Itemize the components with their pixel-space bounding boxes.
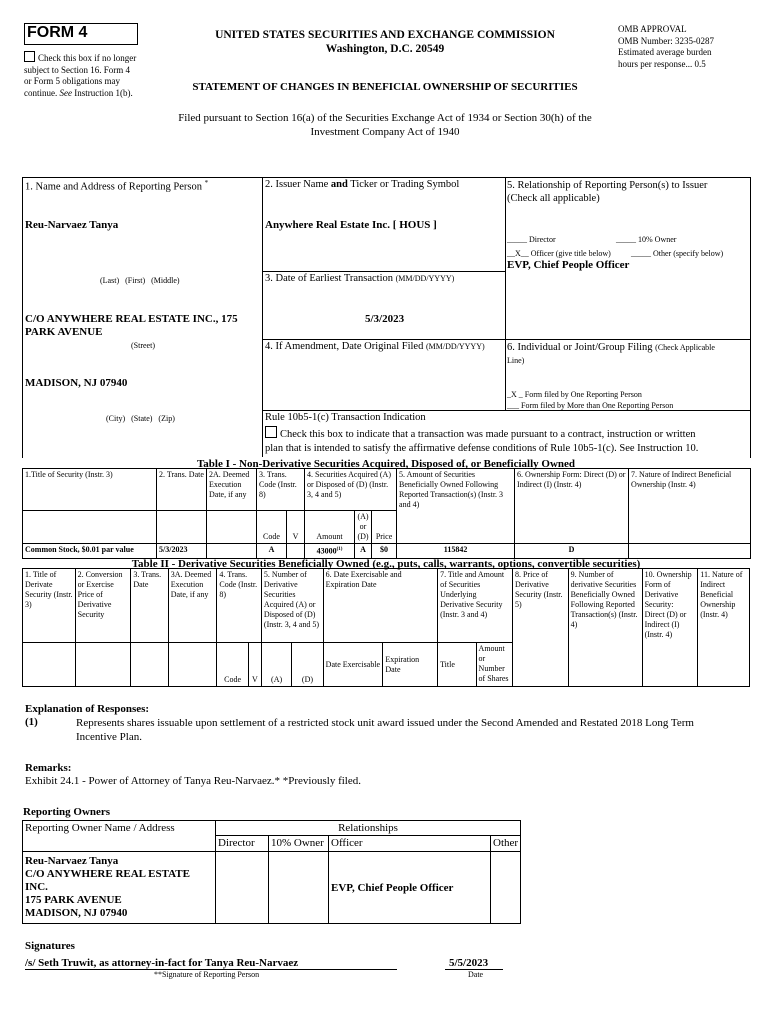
- filing-option-one: _X _ Form filed by One Reporting Person: [507, 390, 642, 399]
- remarks-heading: Remarks:: [25, 762, 72, 774]
- ro-col-officer: Officer: [329, 836, 491, 852]
- t1-sub-price: Price: [372, 511, 397, 544]
- box5-label: 5. Relationship of Reporting Person(s) to Issuer (Check all applicable): [507, 180, 708, 204]
- rel-ten-pct: _____ 10% Owner: [616, 235, 677, 244]
- table1: [22, 468, 751, 559]
- ro-col-10pct: 10% Owner: [269, 836, 329, 852]
- reporting-person-city: MADISON, NJ 07940: [25, 377, 128, 389]
- agency-name: UNITED STATES SECURITIES AND EXCHANGE COMMISSION Washington, D.C. 20549: [215, 29, 555, 55]
- remarks-text: Exhibit 24.1 - Power of Attorney of Tanya Reu-Narvaez.* *Previously filed.: [25, 775, 361, 787]
- t1-h-code: 3. Trans. Code (Instr. 8): [257, 469, 305, 511]
- rule10b5-checkbox[interactable]: [265, 426, 277, 438]
- table-row: [23, 544, 751, 559]
- t1-sub-aord: (A) or (D): [355, 511, 372, 544]
- rel-officer: __X__ Officer (give title below): [507, 249, 611, 258]
- t1-r0-price: $0: [372, 544, 397, 559]
- t1-h-securities: 4. Securities Acquired (A) or Disposed of (D) (Instr. 3, 4 and 5): [305, 469, 397, 511]
- t1-sub-code: Code: [257, 511, 287, 544]
- t2-h-exercisable: 6. Date Exercisable and Expiration Date: [323, 569, 437, 643]
- street-caption: (Street): [131, 341, 155, 350]
- t2-h-date: 3. Trans. Date: [131, 569, 168, 643]
- omb-approval: OMB APPROVAL OMB Number: 3235-0287 Estimated average burden hours per response... 0.5: [618, 24, 714, 69]
- statement-title: STATEMENT OF CHANGES IN BENEFICIAL OWNERSHIP OF SECURITIES: [192, 81, 578, 93]
- table2-title: Table II - Derivative Securities Beneficially Owned (e.g., puts, calls, warrants, options, convertible securities): [131, 558, 641, 570]
- t1-r0-date: 5/3/2023: [157, 544, 207, 559]
- footnote-text: Represents shares issuable upon settlement of a restricted stock unit award issued under the Second Amended and Restated 2018 Long Term Incentive Plan.: [76, 717, 694, 743]
- footnote-number: (1): [25, 716, 38, 728]
- t1-r0-owned: 115842: [397, 544, 515, 559]
- signature-date-caption: Date: [468, 970, 484, 979]
- t1-r0-aord: A: [355, 544, 372, 559]
- t1-r0-deemed: [207, 544, 257, 559]
- t2-sub-date-ex: Date Exercisable: [323, 643, 383, 687]
- t2-h-underlying: 7. Title and Amount of Securities Underlying Derivative Security (Instr. 3 and 4): [438, 569, 513, 643]
- rule10b5-title: Rule 10b5-1(c) Transaction Indication: [265, 412, 426, 423]
- footnote-ref: (1): [336, 547, 343, 552]
- reporting-owners-table: [22, 820, 521, 924]
- box3-label: 3. Date of Earliest Transaction (MM/DD/YYYY): [265, 273, 455, 284]
- reporting-person-street: C/O ANYWHERE REAL ESTATE INC., 175 PARK AVENUE: [25, 313, 238, 338]
- filed-pursuant: Filed pursuant to Section 16(a) of the Securities Exchange Act of 1934 or Section 30(h) of the Investment Company Act of 1940: [178, 112, 592, 138]
- t2-sub-amount: Amount or Number of Shares: [476, 643, 512, 687]
- t2-h-code: 4. Trans. Code (Instr. 8): [217, 569, 262, 643]
- form-title: FORM 4: [27, 24, 88, 41]
- t1-sub-v: V: [287, 511, 305, 544]
- t2-sub-title: Title: [438, 643, 476, 687]
- t2-h-nature: 11. Nature of Indirect Beneficial Ownership (Instr. 4): [698, 569, 750, 687]
- t2-h-title: 1. Title of Derivate Security (Instr. 3): [23, 569, 76, 643]
- form-title-box: [24, 23, 138, 45]
- officer-title: EVP, Chief People Officer: [507, 259, 630, 271]
- box4-label: 4. If Amendment, Date Original Filed (MM/DD/YYYY): [265, 341, 485, 352]
- box2-label: 2. Issuer Name and Ticker or Trading Symbol: [265, 179, 460, 190]
- rule10b5-section: Rule 10b5-1(c) Transaction Indication Check this box to indicate that a transaction was made pursuant to a contract, instruction or written plan that is intended to satisfy the affirmative defense conditions of Rule 10b5-1(c). See Instruction 10.: [265, 411, 749, 457]
- rel-director: _____ Director: [507, 235, 556, 244]
- t2-sub-v: V: [248, 643, 261, 687]
- signature-text: /s/ Seth Truwit, as attorney-in-fact for Tanya Reu-Narvaez: [25, 957, 299, 969]
- signature-caption: **Signature of Reporting Person: [154, 970, 260, 979]
- table-row: [23, 852, 521, 924]
- box6-label: 6. Individual or Joint/Group Filing (Check Applicable Line): [507, 342, 715, 365]
- table2: [22, 568, 750, 687]
- t1-r0-code: A: [257, 544, 287, 559]
- t2-sub-d: (D): [292, 643, 323, 687]
- box1-label: 1. Name and Address of Reporting Person *: [25, 179, 209, 193]
- signature-date: 5/5/2023: [449, 957, 489, 969]
- t1-h-nature: 7. Nature of Indirect Beneficial Ownership (Instr. 4): [629, 469, 751, 544]
- t2-sub-code: Code: [217, 643, 248, 687]
- ro-officer-value: EVP, Chief People Officer: [329, 852, 491, 924]
- signatures-heading: Signatures: [25, 940, 75, 952]
- issuer-name: Anywhere Real Estate Inc. [ HOUS ]: [265, 219, 437, 231]
- t2-h-number: 5. Number of Derivative Securities Acquired (A) or Disposed of (D) (Instr. 3, 4 and 5): [261, 569, 323, 643]
- table1-title: Table I - Non-Derivative Securities Acquired, Disposed of, or Beneficially Owned: [196, 458, 576, 470]
- t2-sub-a: (A): [261, 643, 291, 687]
- reporting-owners-heading: Reporting Owners: [23, 806, 111, 818]
- t2-sub-exp: Expiration Date: [383, 643, 438, 687]
- t1-r0-title: Common Stock, $0.01 par value: [23, 544, 157, 559]
- filing-option-more: ___ Form filed by More than One Reporting Person: [507, 401, 674, 410]
- explanation-heading: Explanation of Responses:: [25, 703, 150, 715]
- no-longer-subject-checkbox[interactable]: [24, 51, 35, 62]
- t2-h-form: 10. Ownership Form of Derivative Security: Direct (D) or Indirect (I) (Instr. 4): [642, 569, 698, 687]
- t1-r0-amount: 43000$^{(1)}$: [305, 544, 355, 559]
- ro-owner-address: Reu-Narvaez Tanya C/O ANYWHERE REAL ESTATE INC. 175 PARK AVENUE MADISON, NJ 07940: [23, 852, 216, 924]
- t1-r0-nature: [629, 544, 751, 559]
- city-caption: (City) (State) (Zip): [106, 414, 175, 423]
- earliest-transaction-date: 5/3/2023: [365, 313, 405, 325]
- rel-other: _____ Other (specify below): [631, 249, 724, 258]
- ro-col-director: Director: [216, 836, 269, 852]
- t1-h-form: 6. Ownership Form: Direct (D) or Indirect (I) (Instr. 4): [515, 469, 629, 544]
- t1-h-deemed: 2A. Deemed Execution Date, if any: [207, 469, 257, 511]
- no-longer-subject-note: Check this box if no longer subject to Section 16. Form 4 or Form 5 obligations may continue. See Instruction 1(b).: [24, 53, 137, 98]
- t1-sub-amount: Amount: [305, 511, 355, 544]
- t2-h-price: 8. Price of Derivative Security (Instr. 5): [512, 569, 568, 687]
- name-caption: (Last) (First) (Middle): [100, 276, 180, 285]
- t1-h-title: 1.Title of Security (Instr. 3): [23, 469, 157, 511]
- t2-h-deemed: 3A. Deemed Execution Date, if any: [168, 569, 217, 643]
- ro-col-other: Other: [491, 836, 521, 852]
- ro-col-relationships: Relationships: [216, 821, 521, 836]
- t2-h-conversion: 2. Conversion or Exercise Price of Derivative Security: [75, 569, 131, 643]
- t1-h-date: 2. Trans. Date: [157, 469, 207, 511]
- t1-h-owned: 5. Amount of Securities Beneficially Owned Following Reported Transaction(s) (Instr. 3 and 4): [397, 469, 515, 544]
- t1-r0-form: D: [515, 544, 629, 559]
- reporting-person-name: Reu-Narvaez Tanya: [25, 219, 119, 231]
- t1-r0-v: [287, 544, 305, 559]
- ro-col-name: Reporting Owner Name / Address: [23, 821, 216, 852]
- t2-h-owned: 9. Number of derivative Securities Beneficially Owned Following Reported Transaction(s) (Instr. 4): [568, 569, 642, 687]
